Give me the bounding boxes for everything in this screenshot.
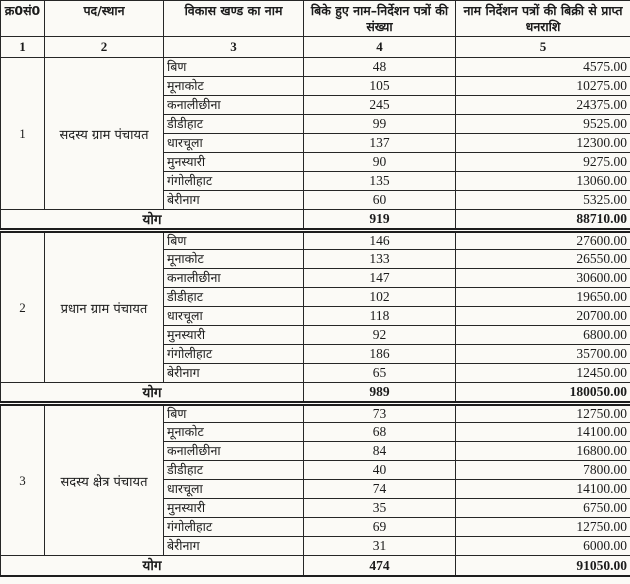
count-cell: 135 xyxy=(304,172,456,191)
count-cell: 73 xyxy=(304,404,456,423)
block-cell: गंगोलीहाट xyxy=(164,518,304,537)
amount-cell: 20700.00 xyxy=(456,307,630,326)
column-number-row xyxy=(1,37,630,58)
amount-cell: 12300.00 xyxy=(456,134,630,153)
amount-cell: 13060.00 xyxy=(456,172,630,191)
section-total-row xyxy=(1,556,630,576)
column-number: 1 xyxy=(1,37,45,58)
section-2 xyxy=(1,231,630,404)
amount-cell: 16800.00 xyxy=(456,442,630,461)
total-count-cell: 474 xyxy=(304,556,456,576)
block-cell: बेरीनाग xyxy=(164,191,304,210)
position-cell: सदस्य ग्राम पंचायत xyxy=(45,58,164,210)
total-count-cell: 919 xyxy=(304,210,456,231)
table-row xyxy=(1,231,630,250)
table-row xyxy=(1,58,630,77)
block-cell: कनालीछीना xyxy=(164,442,304,461)
block-cell: कनालीछीना xyxy=(164,269,304,288)
amount-cell: 5325.00 xyxy=(456,191,630,210)
amount-cell: 10275.00 xyxy=(456,77,630,96)
block-cell: बिण xyxy=(164,404,304,423)
amount-cell: 12750.00 xyxy=(456,404,630,423)
amount-cell: 26550.00 xyxy=(456,250,630,269)
header-serial: क्र0सं0 xyxy=(1,1,45,37)
amount-cell: 27600.00 xyxy=(456,231,630,250)
count-cell: 31 xyxy=(304,537,456,556)
serial-cell: 3 xyxy=(1,404,45,556)
column-number: 2 xyxy=(45,37,164,58)
count-cell: 105 xyxy=(304,77,456,96)
total-amount-cell: 91050.00 xyxy=(456,556,630,576)
count-cell: 84 xyxy=(304,442,456,461)
block-cell: बेरीनाग xyxy=(164,537,304,556)
amount-cell: 19650.00 xyxy=(456,288,630,307)
total-amount-cell: 88710.00 xyxy=(456,210,630,231)
count-cell: 137 xyxy=(304,134,456,153)
total-label-cell: योग xyxy=(1,210,304,231)
count-cell: 102 xyxy=(304,288,456,307)
block-cell: मुनस्यारी xyxy=(164,326,304,345)
header-amount-received: नाम निर्देशन पत्रों की बिक्री से प्राप्त धनराशि xyxy=(456,1,630,37)
count-cell: 48 xyxy=(304,58,456,77)
amount-cell: 30600.00 xyxy=(456,269,630,288)
block-cell: धारचूला xyxy=(164,480,304,499)
count-cell: 60 xyxy=(304,191,456,210)
count-cell: 74 xyxy=(304,480,456,499)
count-cell: 133 xyxy=(304,250,456,269)
block-cell: मूनाकोट xyxy=(164,423,304,442)
header-papers-sold: बिके हुए नाम–निर्देशन पत्रों की संख्या xyxy=(304,1,456,37)
block-cell: बिण xyxy=(164,58,304,77)
block-cell: धारचूला xyxy=(164,134,304,153)
count-cell: 68 xyxy=(304,423,456,442)
block-cell: बिण xyxy=(164,231,304,250)
amount-cell: 7800.00 xyxy=(456,461,630,480)
block-cell: डीडीहाट xyxy=(164,288,304,307)
serial-cell: 1 xyxy=(1,58,45,210)
amount-cell: 6800.00 xyxy=(456,326,630,345)
block-cell: डीडीहाट xyxy=(164,461,304,480)
section-total-row xyxy=(1,383,630,404)
amount-cell: 35700.00 xyxy=(456,345,630,364)
table-row xyxy=(1,404,630,423)
header-block-name: विकास खण्ड का नाम xyxy=(164,1,304,37)
count-cell: 69 xyxy=(304,518,456,537)
serial-cell: 2 xyxy=(1,231,45,383)
count-cell: 118 xyxy=(304,307,456,326)
count-cell: 147 xyxy=(304,269,456,288)
total-amount-cell: 180050.00 xyxy=(456,383,630,404)
header-position: पद/स्थान xyxy=(45,1,164,37)
block-cell: डीडीहाट xyxy=(164,115,304,134)
amount-cell: 9275.00 xyxy=(456,153,630,172)
amount-cell: 12450.00 xyxy=(456,364,630,383)
block-cell: मुनस्यारी xyxy=(164,153,304,172)
position-cell: प्रधान ग्राम पंचायत xyxy=(45,231,164,383)
amount-cell: 14100.00 xyxy=(456,423,630,442)
block-cell: मूनाकोट xyxy=(164,250,304,269)
section-3 xyxy=(1,404,630,576)
count-cell: 65 xyxy=(304,364,456,383)
total-label-cell: योग xyxy=(1,383,304,404)
block-cell: गंगोलीहाट xyxy=(164,345,304,364)
amount-cell: 14100.00 xyxy=(456,480,630,499)
amount-cell: 9525.00 xyxy=(456,115,630,134)
block-cell: धारचूला xyxy=(164,307,304,326)
count-cell: 146 xyxy=(304,231,456,250)
count-cell: 90 xyxy=(304,153,456,172)
block-cell: मुनस्यारी xyxy=(164,499,304,518)
block-cell: गंगोलीहाट xyxy=(164,172,304,191)
count-cell: 245 xyxy=(304,96,456,115)
column-number: 3 xyxy=(164,37,304,58)
block-cell: बेरीनाग xyxy=(164,364,304,383)
count-cell: 186 xyxy=(304,345,456,364)
block-cell: कनालीछीना xyxy=(164,96,304,115)
total-label-cell: योग xyxy=(1,556,304,576)
count-cell: 40 xyxy=(304,461,456,480)
count-cell: 99 xyxy=(304,115,456,134)
column-number: 5 xyxy=(456,37,630,58)
header-row xyxy=(1,1,630,37)
section-1 xyxy=(1,58,630,231)
section-total-row xyxy=(1,210,630,231)
count-cell: 92 xyxy=(304,326,456,345)
amount-cell: 6750.00 xyxy=(456,499,630,518)
amount-cell: 12750.00 xyxy=(456,518,630,537)
amount-cell: 4575.00 xyxy=(456,58,630,77)
amount-cell: 24375.00 xyxy=(456,96,630,115)
position-cell: सदस्य क्षेत्र पंचायत xyxy=(45,404,164,556)
total-count-cell: 989 xyxy=(304,383,456,404)
amount-cell: 6000.00 xyxy=(456,537,630,556)
count-cell: 35 xyxy=(304,499,456,518)
block-cell: मूनाकोट xyxy=(164,77,304,96)
column-number: 4 xyxy=(304,37,456,58)
